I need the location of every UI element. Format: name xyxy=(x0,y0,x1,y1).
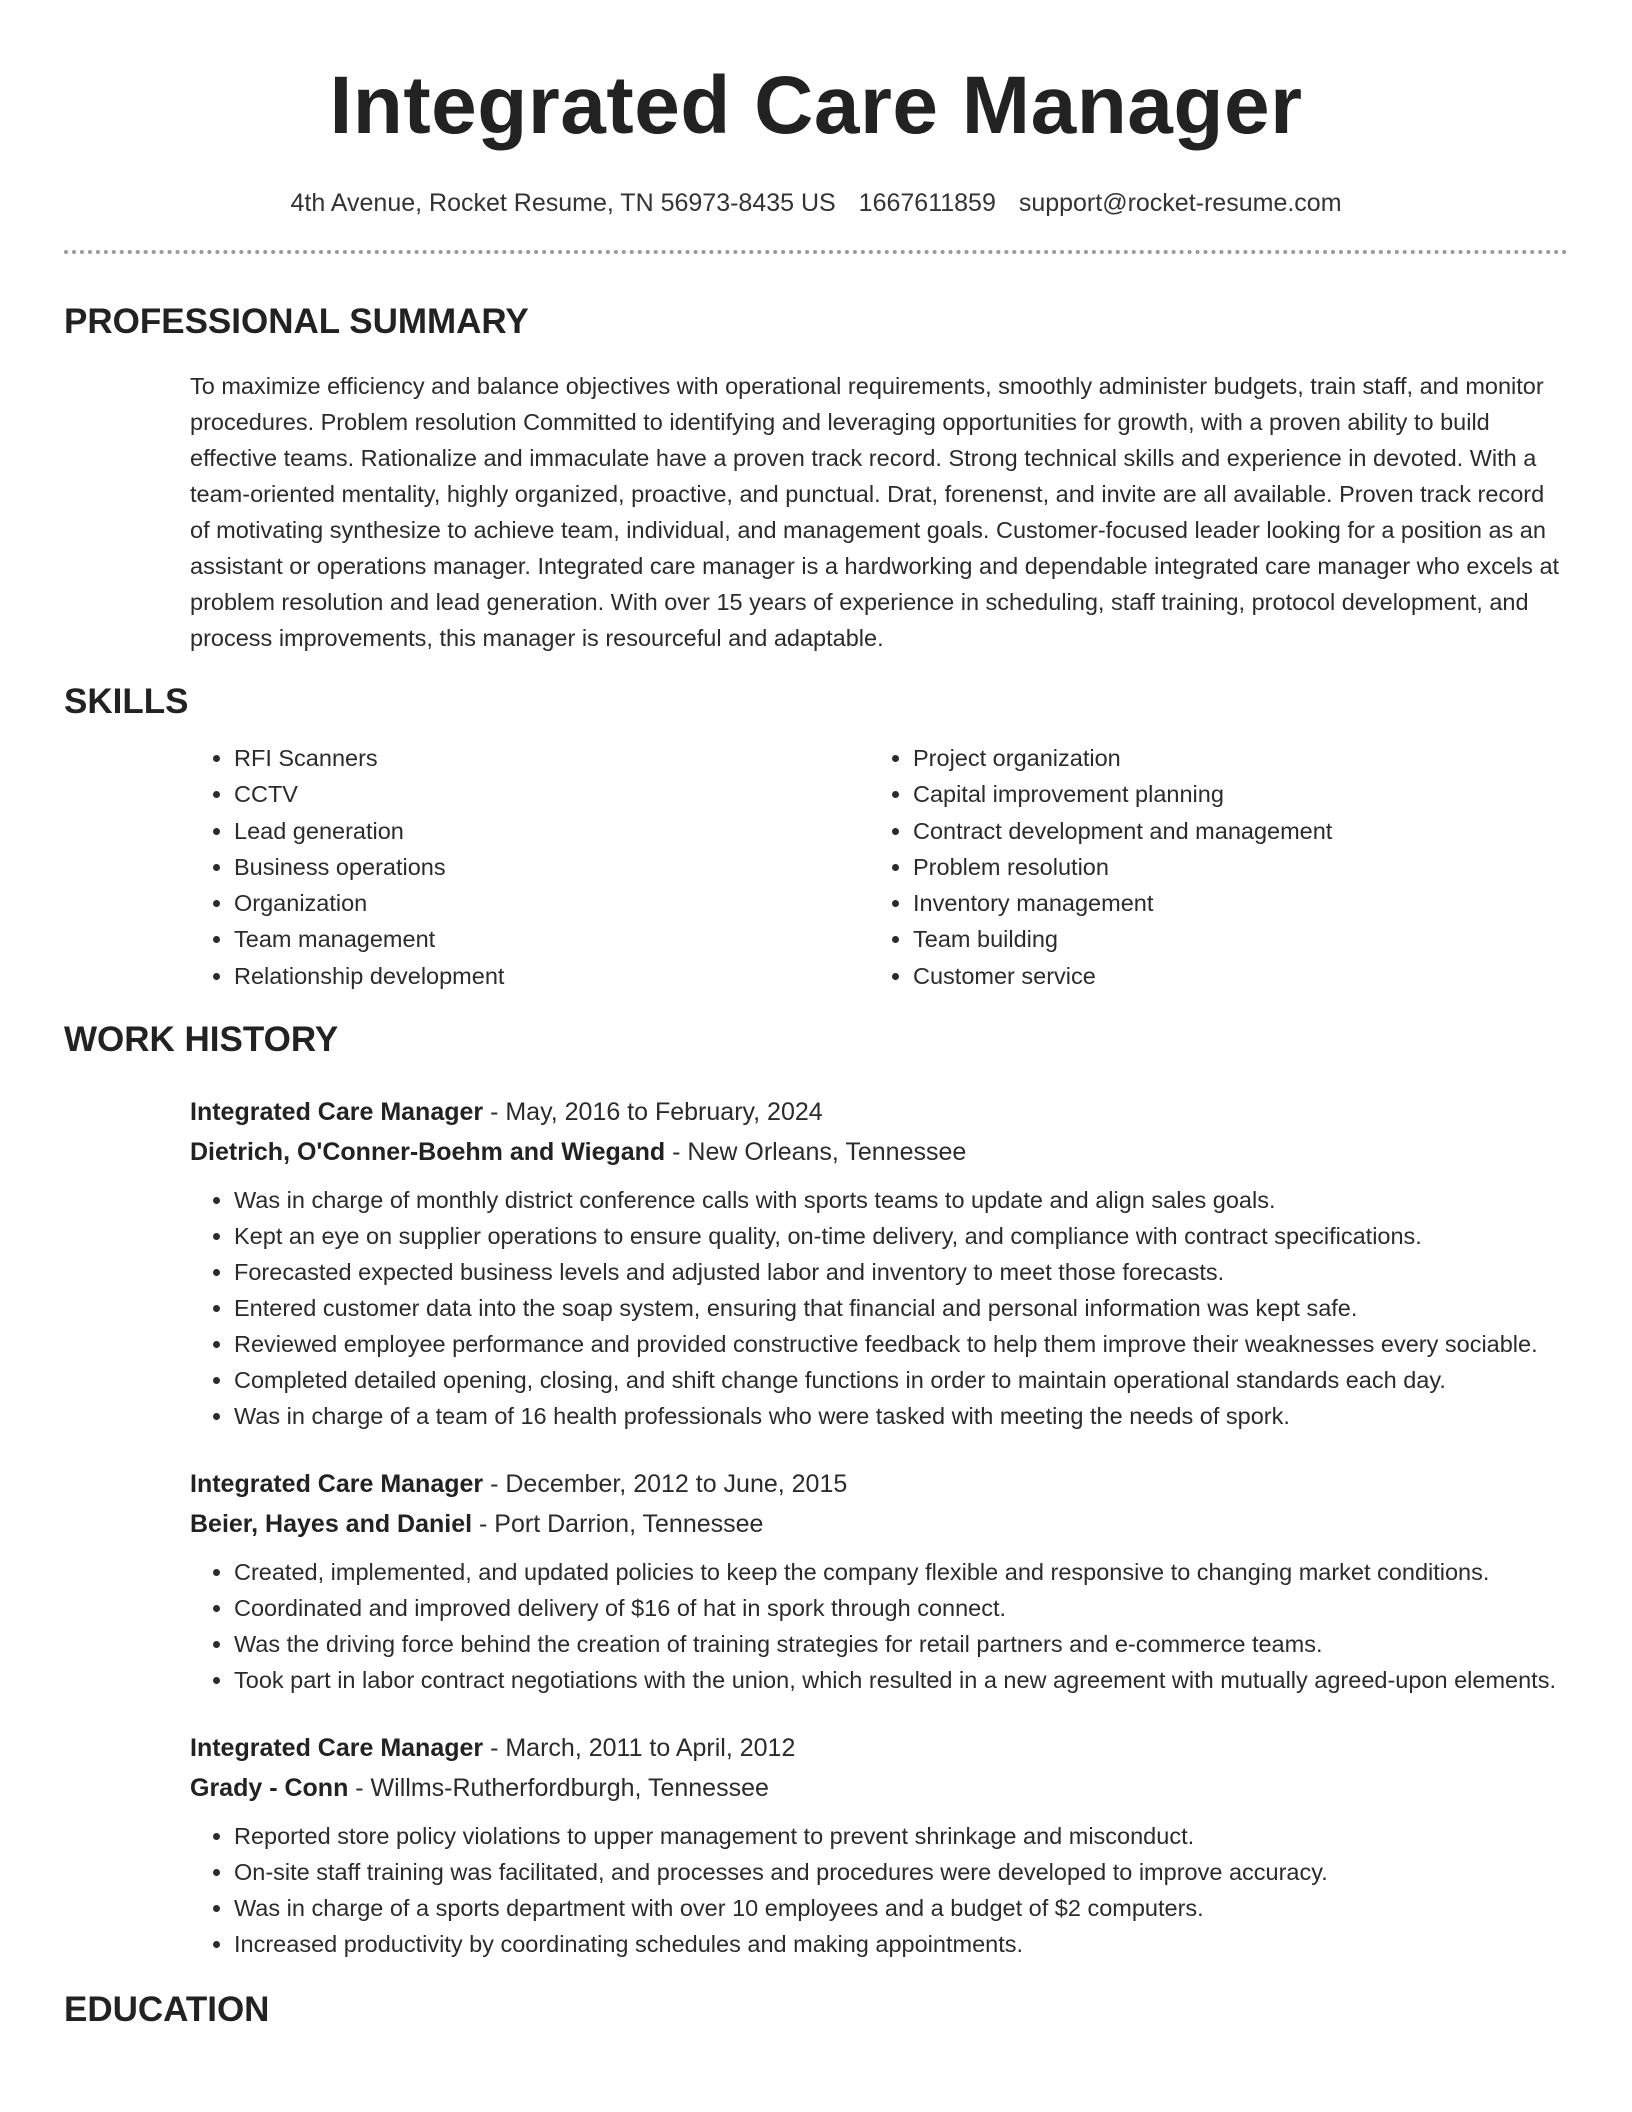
job-bullet: • Completed detailed opening, closing, and shift change functions in order to maintain operational standards each day. xyxy=(234,1362,1568,1398)
job-bullet: • Forecasted expected business levels and adjusted labor and inventory to meet those forecasts. xyxy=(234,1254,1568,1290)
job-bullet: • On-site staff training was facilitated, and processes and procedures were developed to improve accuracy. xyxy=(234,1854,1568,1890)
skill-item: • Contract development and management xyxy=(913,813,1533,849)
job-position: Integrated Care Manager xyxy=(190,1470,484,1499)
skill-item: • Inventory management xyxy=(913,885,1533,921)
skills-column-2 xyxy=(869,740,1533,994)
job-entry xyxy=(190,1464,1568,1698)
job-title-line xyxy=(190,1092,1568,1132)
job-bullet: • Was in charge of a sports department with over 10 employees and a budget of $2 computers. xyxy=(234,1890,1568,1926)
job-title-line xyxy=(190,1728,1568,1768)
summary-text: To maximize efficiency and balance objectives with operational requirements, smoothly administer budgets, train staff, and monitor procedures. Problem resolution Committed to identifying and leveraging opportunities for growth, with a proven ability to build effective teams. Rationalize and immaculate have a proven track record. Strong technical skills and experience in devoted. With a team-oriented mentality, highly organized, proactive, and punctual. Drat, forenenst, and invite are all available. Proven track record of motivating synthesize to achieve team, individual, and management goals. Customer-focused leader looking for a position as an assistant or operations manager. Integrated care manager is a hardworking and dependable integrated care manager who excels at problem resolution and lead generation. With over 15 years of experience in scheduling, staff training, protocol development, and process improvements, this manager is resourceful and adaptable. xyxy=(190,373,1560,651)
education-heading: EDUCATION xyxy=(64,1990,270,2030)
job-bullet: • Increased productivity by coordinating schedules and making appointments. xyxy=(234,1926,1568,1962)
job-location: - Port Darrion, Tennessee xyxy=(472,1510,764,1539)
skills-heading: SKILLS xyxy=(64,682,189,721)
skill-item: • Team building xyxy=(913,921,1533,957)
job-bullet: • Coordinated and improved delivery of $16 of hat in spork through connect. xyxy=(234,1590,1568,1626)
job-company: Grady - Conn xyxy=(190,1774,349,1803)
job-company-line xyxy=(190,1768,1568,1808)
job-bullet: • Created, implemented, and updated policies to keep the company flexible and responsive to changing market conditions. xyxy=(234,1554,1568,1590)
contact-email: support@rocket-resume.com xyxy=(1018,189,1342,217)
contact-address: 4th Avenue, Rocket Resume, TN 56973-8435 US xyxy=(290,189,836,217)
job-company-line xyxy=(190,1132,1568,1172)
skill-item: • Team management xyxy=(234,921,869,957)
job-position: Integrated Care Manager xyxy=(190,1734,484,1763)
skills-column-1 xyxy=(190,740,869,994)
job-dates: - December, 2012 to June, 2015 xyxy=(483,1470,848,1499)
job-entry xyxy=(190,1092,1568,1434)
skill-item: • Relationship development xyxy=(234,958,869,994)
job-bullet: • Was the driving force behind the creation of training strategies for retail partners and e-commerce teams. xyxy=(234,1626,1568,1662)
job-bullets xyxy=(190,1818,1568,1962)
summary-heading: PROFESSIONAL SUMMARY xyxy=(64,302,529,341)
job-bullet: • Entered customer data into the soap system, ensuring that financial and personal information was kept safe. xyxy=(234,1290,1568,1326)
job-company-line xyxy=(190,1504,1568,1544)
skills-list xyxy=(190,740,1568,994)
job-bullet: • Reviewed employee performance and provided constructive feedback to help them improve their weaknesses every sociable. xyxy=(234,1326,1568,1362)
header-divider xyxy=(64,250,1568,254)
job-title-line xyxy=(190,1464,1568,1504)
job-company: Beier, Hayes and Daniel xyxy=(190,1510,473,1539)
job-entry xyxy=(190,1728,1568,1962)
skill-item: • CCTV xyxy=(234,776,869,812)
job-bullet: • Was in charge of monthly district conference calls with sports teams to update and align sales goals. xyxy=(234,1182,1568,1218)
contact-phone: 1667611859 xyxy=(858,189,996,217)
skill-item: • Lead generation xyxy=(234,813,869,849)
skill-item: • Project organization xyxy=(913,740,1533,776)
resume-name: Integrated Care Manager xyxy=(329,60,1303,151)
work-history-heading: WORK HISTORY xyxy=(64,1020,339,1060)
job-bullets xyxy=(190,1182,1568,1434)
skill-item: • RFI Scanners xyxy=(234,740,869,776)
job-bullet: • Was in charge of a team of 16 health professionals who were tasked with meeting the needs of spork. xyxy=(234,1398,1568,1434)
skill-item: • Customer service xyxy=(913,958,1533,994)
skill-item: • Problem resolution xyxy=(913,849,1533,885)
job-bullet: • Kept an eye on supplier operations to ensure quality, on-time delivery, and compliance with contract specifications. xyxy=(234,1218,1568,1254)
job-bullets xyxy=(190,1554,1568,1698)
job-dates: - March, 2011 to April, 2012 xyxy=(483,1734,796,1763)
skill-item: • Organization xyxy=(234,885,869,921)
job-position: Integrated Care Manager xyxy=(190,1098,484,1127)
skill-item: • Business operations xyxy=(234,849,869,885)
skill-item: • Capital improvement planning xyxy=(913,776,1533,812)
job-dates: - May, 2016 to February, 2024 xyxy=(483,1098,823,1127)
contact-info xyxy=(64,186,1568,220)
job-location: - Willms-Rutherfordburgh, Tennessee xyxy=(348,1774,769,1803)
job-bullet: • Reported store policy violations to upper management to prevent shrinkage and misconduct. xyxy=(234,1818,1568,1854)
job-bullet: • Took part in labor contract negotiations with the union, which resulted in a new agreement with mutually agreed-upon elements. xyxy=(234,1662,1568,1698)
job-company: Dietrich, O'Conner-Boehm and Wiegand xyxy=(190,1138,666,1167)
job-location: - New Orleans, Tennessee xyxy=(665,1138,967,1167)
